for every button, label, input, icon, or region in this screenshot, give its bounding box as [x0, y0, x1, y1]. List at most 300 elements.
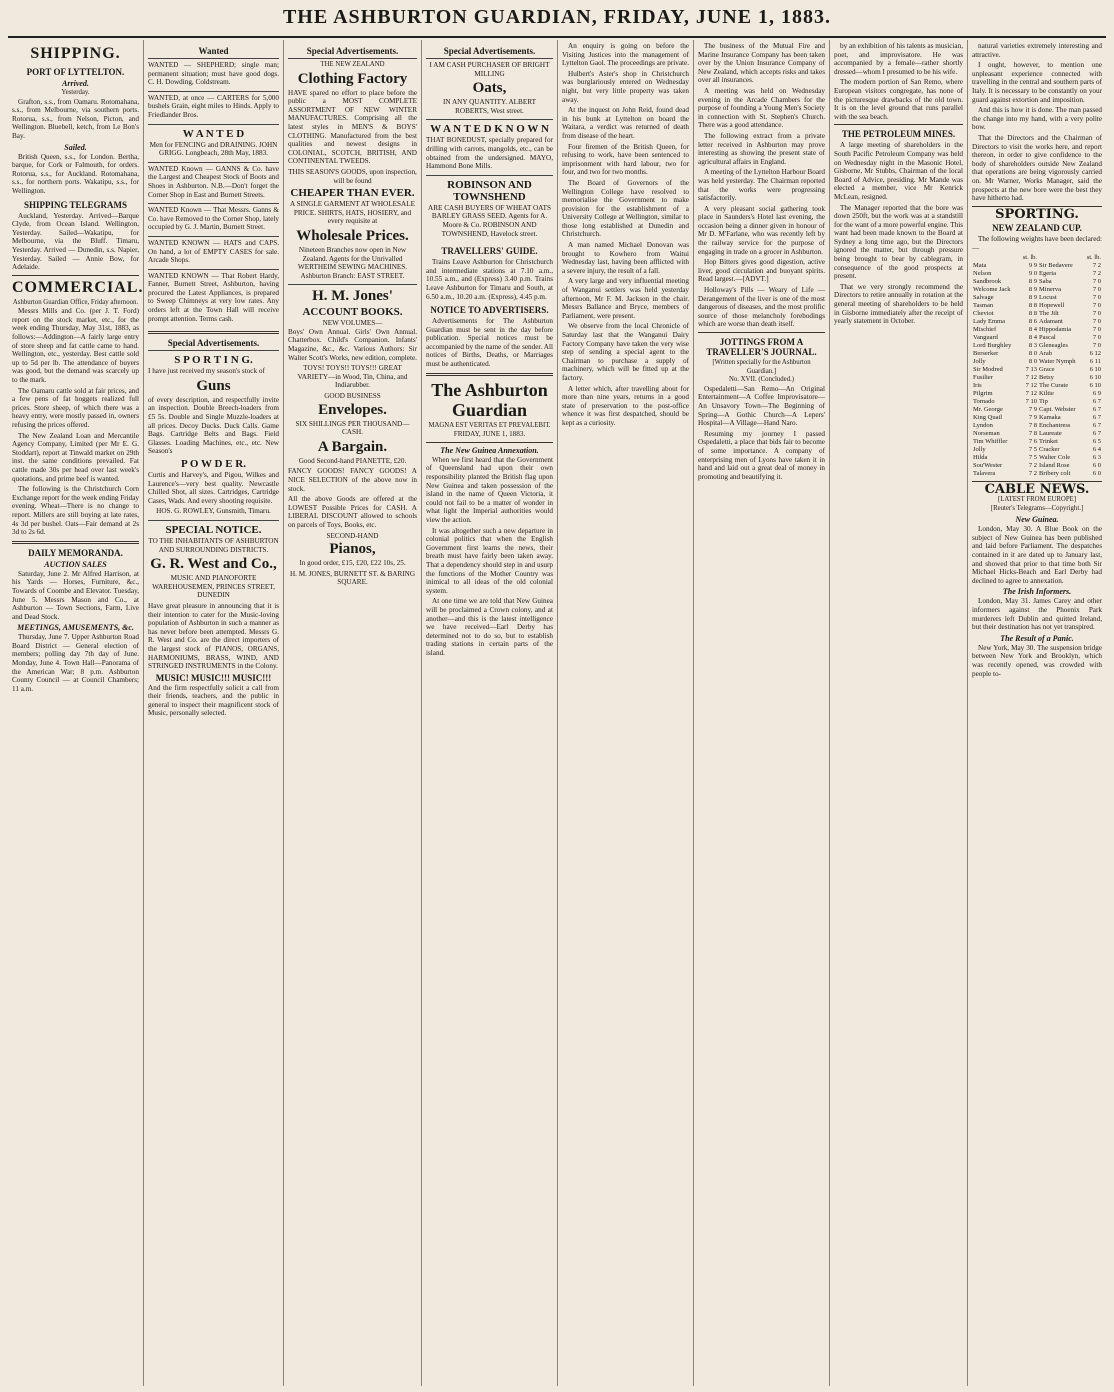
- ad-second-hand: SECOND-HAND: [326, 531, 379, 540]
- ad-fencing: [148, 124, 279, 162]
- weight-cell: 7 0: [1092, 294, 1101, 302]
- ad-text: WANTED KNOWN — That Robert Hardy, Fanner, Burnett Street, Ashburton, having procured the Latest Appliances, is prepared to Sweep Chimneys at very low rates. Any orders left at the Town Hall will receive prompt attention. Terms cash.: [148, 271, 279, 323]
- ad-music: [148, 520, 279, 722]
- cable-item-text: London, May 30. A Blue Book on the subject of New Guinea has been published and laid before Parliament. The despatches contained in it are dated up to January last, and showed that prior to that time both Sir Michael Hicks-Beach and Earl Derby had declined to agree to annexation.: [972, 525, 1102, 585]
- horse-name-cell: Arab: [1039, 350, 1053, 358]
- ad-heading: Oats,: [472, 80, 507, 97]
- auction-subheading: AUCTION SALES: [44, 559, 107, 569]
- weight-cell: 6 10: [1089, 366, 1101, 374]
- ad-heading: H. M. Jones': [312, 288, 393, 305]
- weight-cell: 9 0: [1028, 270, 1038, 278]
- special-heading: Special Advertisements.: [167, 338, 260, 349]
- column-1: [8, 40, 144, 1386]
- petroleum-para-1: A large meeting of shareholders in the South Pacific Petroleum Company was held on Wednesday night in the Masonic Hotel, Gisborne, Mr Stubbs, Chairman of the local Board of Advice, presiding. Mr Mande was elected a member, vice Mr Kenrick McLean, resigned.: [834, 141, 963, 201]
- ad-text: WANTED — SHEPHERD; single man; permanent situation; must have good dogs. C. H. Dowding, Coldstream.: [148, 61, 279, 87]
- horse-name-cell: Sou'Wester: [973, 462, 1003, 470]
- table-row: [972, 414, 1102, 422]
- weight-cell: 7 9: [1028, 406, 1038, 414]
- petroleum-para-3: That we very strongly recommend the Directors to retire annually in rotation at the general meeting of shareholders to be held in Gisborne immediately after the receipt of yearly statement in October.: [834, 282, 963, 326]
- jottings-byline: [Written specially for the Ashburton Guardian.]: [712, 359, 811, 375]
- ad-pre-heading: THE NEW ZEALAND: [320, 61, 385, 68]
- weight-cell: 7 9: [1028, 414, 1038, 422]
- column-4: [422, 40, 558, 1386]
- wanted-heading: Wanted: [198, 46, 229, 56]
- news-para: The Board of Governors of the Wellington College have resolved to memorialise the Government to make provision for the establishment of a University College at Wellington, similar to those long established at Dunedin and Christchurch.: [562, 178, 689, 239]
- table-row: [972, 462, 1102, 470]
- table-row: [972, 310, 1102, 318]
- weight-cell: 6 10: [1089, 374, 1101, 382]
- news-para: An enquiry is going on before the Visiting Justices into the management of Lyttelton Gaol. The proceedings are private.: [562, 42, 690, 68]
- memoranda-heading: DAILY MEMORANDA.: [28, 547, 123, 558]
- ad-heading: W A N T E D: [182, 127, 245, 140]
- ad-powder-title: P O W D E R.: [181, 458, 246, 470]
- table-row: [972, 334, 1102, 342]
- petroleum-heading: THE PETROLEUM MINES.: [841, 129, 956, 140]
- weight-cell: 6 3: [1092, 454, 1101, 462]
- leader-para-2: It was altogether such a new departure in colonial politics that when the English Government first learns the news, their breath must have fairly been taken away. That a dependency should step in and usurp the functions of the Mother Country was inimical to all ideas of the old colonial system.: [426, 526, 553, 595]
- ad-agents: Nineteen Branches now open in New Zealand. Agents for the Unrivalled WERTHEIM SEWING MACHINES. Ashburton Branch: EAST STREET.: [297, 245, 408, 280]
- weight-cell: 7 0: [1092, 310, 1101, 318]
- news-para: Holloway's Pills — Weary of Life — Derangement of the liver is one of the most dangerous of diseases, and the most prolific source of those melancholy forebodings which are worse than death itself.: [698, 286, 825, 329]
- weight-cell: 7 0: [1092, 286, 1101, 294]
- weight-cell: 9 9: [1028, 262, 1038, 270]
- weight-cell: 7 0: [1092, 278, 1101, 286]
- jottings-para: The modern portion of San Remo, where European visitors congregate, has none of the picturesque drawbacks of the old town. It is on the level ground that runs parallel with the sea beach.: [834, 78, 963, 121]
- cable-item-text: London, May 31. James Carey and other informers against the Phoenix Park murderers left Dublin and quitted Ireland, but their destination has not yet transpired.: [972, 597, 1102, 632]
- horse-name-cell: Iris: [973, 382, 982, 390]
- ad-pianos: Pianos,: [329, 541, 376, 558]
- weight-cell: 7 8: [1028, 422, 1038, 430]
- weight-cell: 8 8: [1028, 310, 1038, 318]
- ad-text: All the above Goods are offered at the LOWEST Possible Prices for CASH. A LIBERAL DISCOUNT allowed to schools on parcels of Toys, Books, etc.: [288, 495, 417, 529]
- meetings-text: Thursday, June 7. Upper Ashburton Road Board District — General election of members; polling day 7th day of June. Monday, June 4. Town Hall—Panorama of the American War; 8 p.m. Ashburton County Council — at Council Chambers; 11 a.m.: [12, 633, 139, 693]
- table-row: [972, 454, 1102, 462]
- horse-name-cell: Vanguard: [973, 334, 998, 342]
- notice-heading: NOTICE TO ADVERTISERS.: [430, 305, 549, 316]
- horse-name-cell: Saba: [1039, 278, 1052, 286]
- news-para: A very pleasant social gathering took place in Saunders's Hotel last evening, the occasion being a dinner given in honour of Mr D. M'Farlane, who was recently left by the railway service for the purpose of engaging in trade on a grocer in Ashburton.: [698, 204, 825, 256]
- horse-name-cell: Water Nymph: [1039, 358, 1076, 366]
- weights-table: [972, 254, 1102, 478]
- arrived-subheading: Arrived.: [62, 79, 89, 88]
- auction-text: Saturday, June 2. Mr Alfred Harrison, at his Yards — Horses, Furniture, &c., Towards of Coombe and Elevator. Tuesday, June 5. Messrs Mason and Co., at Ashburton — Town Sections, Farm, Live and Dead Stock.: [12, 569, 139, 621]
- horse-name-cell: Berserker: [973, 350, 999, 358]
- horse-name-cell: Mr. George: [973, 406, 1003, 414]
- notice-text: Advertisements for The Ashburton Guardian must be sent in the day before publication. Special notices must be accompanied by the name of the sender. All notices of Births, Deaths, or Marriages must be authenticated.: [426, 317, 553, 369]
- table-row: [972, 294, 1102, 302]
- horse-name-cell: Grace: [1039, 366, 1055, 374]
- ad-ganns-removed: [148, 203, 279, 236]
- column-2: [144, 40, 284, 1386]
- newspaper-motto: MAGNA EST VERITAS ET PREVALEBIT.: [428, 421, 551, 429]
- table-header-row: [972, 254, 1102, 262]
- ad-guns-title: Guns: [196, 377, 231, 394]
- ad-text: I have just received my season's stock of: [148, 367, 265, 376]
- weight-cell: 6 10: [1089, 382, 1101, 390]
- weight-cell: 7 12: [1025, 390, 1038, 398]
- horse-name-cell: Gleneagles: [1039, 342, 1068, 350]
- table-row: [972, 350, 1102, 358]
- horse-name-cell: Sandbrook: [973, 278, 1002, 286]
- commercial-para-3: The New Zealand Loan and Mercantile Agency Company, Limited (per Mr E. G. Stoddart), report at Tinwald market on 29th inst. the same conditions prevailed. Fat cattle made 30s per head over last week's quotations, and prime beef is wanted.: [12, 431, 139, 483]
- weight-cell: 8 4: [1028, 326, 1038, 334]
- table-row: [972, 366, 1102, 374]
- horse-name-cell: Enchantress: [1039, 422, 1071, 430]
- cable-subheading: [LATEST FROM EUROPE]: [997, 496, 1077, 504]
- horse-name-cell: Cheviot: [973, 310, 994, 318]
- ad-clothing-factory: [288, 58, 417, 284]
- ad-sporting: [148, 350, 279, 520]
- table-row: [972, 406, 1102, 414]
- weight-cell: 6 12: [1089, 350, 1101, 358]
- jottings-para: I ought, however, to mention one unpleasant experience connected with travelling in the central and southern parts of Italy. It is necessary to be constantly on your guard against extortion and imposition.: [972, 61, 1102, 104]
- port-heading: PORT OF LYTTELTON.: [26, 67, 125, 77]
- table-row: [972, 446, 1102, 454]
- leader-title: The New Guinea Annexation.: [440, 445, 539, 455]
- jottings-para: by an exhibition of his talents as musician, poet, and improvisatore. He was accompanied by a female—rather shortly dressed—whom I presumed to be his wife.: [834, 42, 963, 76]
- horse-name-cell: The Jilt: [1039, 310, 1059, 318]
- table-row: [972, 422, 1102, 430]
- newspaper-date: FRIDAY, JUNE 1, 1883.: [453, 430, 526, 439]
- table-row: [972, 326, 1102, 334]
- horse-name-cell: Egeria: [1039, 270, 1056, 278]
- table-row: [972, 374, 1102, 382]
- ad-text: And the firm respectfully solicit a call from their friends, teachers, and the public in general to inspect their magnificent stock of Music, personally selected.: [148, 683, 279, 718]
- horse-name-cell: Tasman: [973, 302, 994, 310]
- table-row: [972, 358, 1102, 366]
- horse-name-cell: Hopewell: [1039, 302, 1065, 310]
- divider: [12, 541, 139, 544]
- petroleum-para-2: The Manager reported that the bore was down 250ft, but the work was at a standstill for the want of a more powerful engine. This want had been made known to the Board at Sydney a long time ago, but the Directors ignored the matter, but through pressure being brought to bear by cablegram, in consequence of the good prospects at present.: [834, 203, 964, 281]
- weight-cell: 7 6: [1028, 438, 1038, 446]
- weight-cell: 7 0: [1092, 318, 1101, 326]
- divider: [426, 373, 553, 376]
- horse-name-cell: Jolly: [973, 358, 986, 366]
- horse-name-cell: Minerva: [1039, 286, 1062, 294]
- masthead: [8, 6, 1106, 38]
- commercial-para-4: The following is the Christchurch Corn Exchange report for the week ending Friday evening. Wheat—There is no change to report. Millers are still buying at late rates, 4s 3d per bushel. Oats—Fair demand at 2s 3d to 2s 6d.: [12, 485, 139, 537]
- cable-item-title: New Guinea.: [1015, 515, 1059, 525]
- table-row: [972, 438, 1102, 446]
- ad-music-banner: MUSIC! MUSIC!!! MUSIC!!!: [155, 672, 272, 683]
- weight-cell: 6 11: [1089, 358, 1101, 366]
- telegrams-text: Auckland, Yesterday. Arrived—Barque Clyde, from Ocean Island. Wellington, Yesterday. Sailed—Wakatipu, for Melbourne, via the Bluff. Timaru, Yesterday. Arrived — Dunedin, s.s. Napier, Yesterday. Sailed — Annie Bow, for Adelaide.: [12, 211, 139, 272]
- ad-text: Boys' Own Annual. Girls' Own Annual. Chatterbox. Child's Companion. Infants' Magazine, &c., &c. Various Authors: Sir Walter Scott's Works, new edition, complete.: [288, 327, 417, 362]
- horse-name-cell: Welcome Jack: [973, 286, 1011, 294]
- cable-heading: CABLE NEWS.: [984, 482, 1090, 498]
- weight-cell: 7 2: [1092, 270, 1101, 278]
- ad-text: A SINGLE GARMENT AT WHOLESALE PRICE. SHIRTS, HATS, HOSIERY, and every requisite at: [290, 200, 415, 226]
- ad-heading: Clothing Factory: [297, 70, 408, 87]
- leader-para-1: When we first heard that the Government of Queensland had upon their own responsibility planted the British flag upon New Guinea and taken possession of the island in the name of Queen Victoria, it could not fail to be a matter of wonder in what light the Imperial authorities would view the action.: [426, 455, 553, 524]
- special-heading: Special Advertisements.: [306, 46, 399, 56]
- ad-heading: W A N T E D K N O W N: [430, 123, 549, 136]
- ad-wholesale: Wholesale Prices.: [296, 227, 409, 244]
- ad-toys: TOYS! TOYS!! TOYS!!! GREAT VARIETY—in Wood, Tin, China, and Indiarubber.: [297, 364, 408, 390]
- telegrams-heading: SHIPPING TELEGRAMS: [23, 199, 128, 210]
- weight-cell: 7 0: [1092, 334, 1101, 342]
- ad-ganns-boots: [148, 162, 279, 203]
- horse-name-cell: Tornado: [973, 398, 995, 406]
- columns: [8, 40, 1106, 1386]
- weight-cell: 7 0: [1092, 342, 1101, 350]
- weight-cell: 8 9: [1028, 294, 1038, 302]
- cable-item-title: The Result of a Panic.: [1000, 633, 1074, 643]
- horse-name-cell: Walter Cole: [1039, 454, 1071, 462]
- ad-heading: SPECIAL NOTICE.: [165, 523, 262, 536]
- weight-cell: 7 0: [1092, 326, 1101, 334]
- ad-text: Men for FENCING and DRAINING. JOHN GRIGG. Longbeach, 28th May, 1883.: [149, 140, 278, 158]
- ad-text: ARE CASH BUYERS OF WHEAT OATS BARLEY GRASS SEED. Agents for A. Moore & Co. ROBINSON AND TOWNSHEND, Havelock street.: [428, 203, 551, 238]
- weight-cell: 8 0: [1028, 358, 1038, 366]
- ad-text: of every description, and respectfully invite an inspection. Double Breech-loaders from £5 5s. Double and Single Muzzle-loaders at all prices. Decoy Ducks. Duck Calls. Game Bags. Cartridge Belts and Bags. Field Glasses. Loading Machines, etc., etc. New Season's: [148, 395, 279, 456]
- ad-shepherd: [148, 58, 279, 91]
- weight-cell: 6 7: [1092, 422, 1101, 430]
- ad-robinson: [426, 175, 553, 242]
- weight-cell: 7 12: [1025, 382, 1038, 390]
- weight-cell: 6 7: [1092, 430, 1101, 438]
- cup-intro: The following weights have been declared:—: [972, 235, 1102, 252]
- news-para: A meeting of the Lyttelton Harbour Board was held yesterday. The Chairman reported that the works were progressing satisfactorily.: [698, 168, 825, 203]
- weight-cell: 7 10: [1025, 398, 1038, 406]
- special-heading: Special Advertisements.: [443, 46, 536, 56]
- divider: [834, 124, 963, 125]
- horse-name-cell: Salvage: [973, 294, 994, 302]
- ad-oats: [426, 58, 553, 119]
- ad-heading: S P O R T I N G.: [174, 354, 253, 367]
- weight-cell: 6 7: [1092, 406, 1101, 414]
- shipping-heading: SHIPPING.: [30, 45, 121, 62]
- weights-table-body: [972, 262, 1102, 478]
- ad-firm-name: G. R. West and Co.,: [150, 556, 277, 573]
- weight-cell: 8 9: [1028, 286, 1038, 294]
- weight-cell: 7 13: [1025, 366, 1038, 374]
- horse-name-cell: Jolly: [973, 446, 986, 454]
- yesterday-label: Yesterday.: [61, 89, 90, 96]
- sailed-subheading: Sailed.: [64, 142, 87, 152]
- divider: [12, 275, 139, 276]
- ad-text: I AM CASH PURCHASER OF BRIGHT MILLING: [429, 61, 550, 78]
- ad-text: WANTED Known — GANNS & Co. have the Largest and Cheapest Stock of Boots and Shoes in Ashburton. N.B.—Don't forget the Corner Shop in East and Burnett Streets.: [148, 164, 279, 199]
- horse-name-cell: Mata: [973, 262, 987, 270]
- horse-name-cell: The Curate: [1039, 382, 1069, 390]
- news-para: A man named Michael Donovan was brought to Kowhero from Waitui Wednesday last, having been afflicted with a severe injury, the result of a fall.: [562, 241, 689, 275]
- travellers-heading: TRAVELLERS' GUIDE.: [441, 246, 538, 257]
- commercial-heading: COMMERCIAL.: [12, 278, 144, 296]
- meetings-subheading: MEETINGS, AMUSEMENTS, &c.: [17, 623, 134, 633]
- weight-cell: 7 8: [1028, 430, 1038, 438]
- weight-cell: 8 0: [1028, 350, 1038, 358]
- ad-firm-sub: MUSIC AND PIANOFORTE WAREHOUSEMEN, PRINCES STREET, DUNEDIN: [152, 574, 275, 600]
- ad-text: WANTED Known — That Messrs. Ganns & Co. have Removed to the Corner Shop, lately occupied by G. J. Martin, Burnett Street.: [148, 206, 279, 232]
- petroleum-para: That the Directors and the Chairman of Directors to visit the works here, and report thereon, in order to give confidence to the body of shareholders outside New Zealand that operations are being vigorously carried on. Mr Warner, Works Manager, said the prospects at the new bore were the best they have hitherto had.: [972, 133, 1102, 203]
- column-6: [694, 40, 830, 1386]
- horse-name-cell: King Quail: [973, 414, 1003, 422]
- table-row: [972, 286, 1102, 294]
- table-row: [972, 342, 1102, 350]
- weight-cell: 6 0: [1092, 470, 1101, 478]
- sailings-text: British Queen, s.s., for London. Bertha, barque, for Cork or Falmouth, for orders. Rotorua, s.s., for Auckland. Rotomahana, s.s., for northern ports. Wakatipu, s.s., for Wellington.: [12, 152, 139, 195]
- table-row: [972, 318, 1102, 326]
- ad-account-books: ACCOUNT BOOKS.: [302, 306, 403, 319]
- ad-envelopes: Envelopes.: [318, 401, 387, 418]
- horse-name-cell: Kiltie: [1039, 390, 1054, 398]
- table-row: [972, 382, 1102, 390]
- horse-name-cell: Kamaka: [1039, 414, 1061, 422]
- news-para: At the inquest on John Reid, found dead in his bunk at Lyttelton on board the Waitara, a verdict was returned of death from disease of the heart.: [562, 106, 689, 140]
- weight-cell: 6 5: [1092, 438, 1101, 446]
- cable-item-title: The Irish Informers.: [1002, 587, 1072, 597]
- weight-cell: 7 2: [1028, 462, 1038, 470]
- weight-cell: 8 9: [1028, 278, 1038, 286]
- column-7: [830, 40, 968, 1386]
- horse-name-cell: Laureate: [1039, 430, 1062, 438]
- weight-cell: 7 12: [1025, 374, 1038, 382]
- horse-name-cell: Sir Modred: [973, 366, 1003, 374]
- weight-cell: 7 2: [1028, 470, 1038, 478]
- horse-name-cell: Trinket: [1039, 438, 1058, 446]
- column-3: [284, 40, 422, 1386]
- news-para: A letter which, after travelling about for more than nine years, returns in a good state of preservation to the post-office whence it was first despatched, should be kept as a curiosity.: [562, 384, 689, 427]
- ad-carters: [148, 91, 279, 124]
- horse-name-cell: Island Rose: [1039, 462, 1070, 470]
- ad-jones: [288, 284, 417, 591]
- ad-text: In good order, £15, £20, £22 10s, 25.: [299, 559, 406, 568]
- divider: [426, 442, 553, 443]
- news-para: The following extract from a private letter received in Ashburton may prove interesting as showing the present state of agricultural affairs in England.: [698, 131, 825, 166]
- table-row: [972, 278, 1102, 286]
- weight-cell: 8 6: [1028, 318, 1038, 326]
- horse-name-cell: Lady Emma: [973, 318, 1005, 326]
- arrivals-text: Grafton, s.s., from Oamaru. Rotomahana, s.s., from Melbourne, via southern ports. Rotorua, s.s., from Nelson, Picton, and Wellington. Bluebell, ketch, from Le Bon's Bay.: [12, 97, 139, 140]
- ad-text: IN ANY QUANTITY. ALBERT ROBERTS, West street.: [443, 98, 536, 115]
- jottings-para: natural varieties extremely interesting and attractive.: [972, 42, 1102, 59]
- weight-cell: 8 3: [1028, 342, 1038, 350]
- horse-name-cell: Locust: [1039, 294, 1057, 302]
- commercial-para-2: The Oamaru cattle sold at fair prices, and a few pens of fat hoggets realized full prices. Store sheep, of which there was a heavy entry, were mostly passed in, owners refusing the prices offered.: [12, 386, 139, 429]
- ad-subheading: TO THE INHABITANTS OF ASHBURTON AND SURROUNDING DISTRICTS.: [148, 536, 279, 554]
- horse-name-cell: Pascal: [1039, 334, 1056, 342]
- cup-heading: NEW ZEALAND CUP.: [992, 223, 1082, 234]
- news-para: Four firemen of the British Queen, for refusing to work, have been sentenced to imprisonment with hard labour, two for four, and two for two months.: [562, 142, 689, 177]
- ad-text: SIX SHILLINGS PER THOUSAND—CASH.: [295, 419, 410, 437]
- weight-cell: 6 9: [1092, 390, 1101, 398]
- horse-name-cell: Tip: [1039, 398, 1048, 406]
- jottings-heading: JOTTINGS FROM A TRAVELLER'S JOURNAL.: [706, 337, 817, 357]
- news-para: Hop Bitters gives good digestion, active liver, good circulation and buoyant spirits. Read largest.—[ADVT.]: [698, 258, 825, 284]
- jottings-number: No. XVII. (Concluded.): [728, 376, 795, 384]
- table-row: [972, 430, 1102, 438]
- horse-name-cell: Hilda: [973, 454, 988, 462]
- ad-signature: H. M. JONES, BURNETT ST. & BARING SQUARE.: [289, 569, 416, 587]
- weight-cell: 8 4: [1028, 334, 1038, 342]
- column-5: [558, 40, 694, 1386]
- ad-bargain: A Bargain.: [317, 438, 388, 455]
- horse-name-cell: Hippodamia: [1039, 326, 1072, 334]
- weight-cell: 6 0: [1092, 462, 1101, 470]
- horse-name-cell: Talavera: [973, 470, 996, 478]
- weight-cell: 6 7: [1092, 398, 1101, 406]
- ad-good-business: GOOD BUSINESS: [324, 392, 381, 401]
- horse-name-cell: Bribery colt: [1039, 470, 1071, 478]
- jottings-para: And this is how it is done. The man passed the change into my hand, with a very polite bow.: [972, 106, 1102, 132]
- weight-cell: 7 0: [1092, 302, 1101, 310]
- horse-name-cell: Betsy: [1039, 374, 1054, 382]
- news-para: We observe from the local Chronicle of Saturday last that the Wanganui Dairy Factory Company have taken the very wise step of sending a special agent to the Chairman to purchase a supply of machinery, which will be fitted up at the factory.: [562, 322, 689, 382]
- weight-cell: 7 2: [1092, 262, 1101, 270]
- masthead-title: THE ASHBURTON GUARDIAN, FRIDAY, JUNE 1, 1883.: [282, 6, 832, 28]
- ad-text: THAT BONEDUST, specially prepared for drilling with carrots, mangolds, etc., can be obtained from the undersigned. MAYO, Hammond Bone Mills.: [426, 136, 553, 171]
- weight-cell: 6 4: [1092, 446, 1101, 454]
- ad-text: WANTED, at once — CARTERS for 5,000 bushels Grain, eight miles to Hinds. Apply to Friedlander Bros.: [148, 93, 279, 119]
- news-para: The business of the Mutual Fire and Marine Insurance Company has been taken over by the Union Insurance Company of New Zealand, which accepts risks and takes over all insurances.: [698, 42, 825, 85]
- horse-name-cell: Pilgrim: [973, 390, 993, 398]
- jottings-summary: Ospedaletti—San Remo—An Original Entertainment—A Coffee Improvisatore—An Unsavory Town—The Beginning of Spring—A Gothic Church—A Lepers' Hospital—A Village—Hand Naro.: [698, 384, 825, 428]
- ad-cheaper: CHEAPER THAN EVER.: [290, 187, 415, 200]
- weight-cell: 7 5: [1028, 454, 1038, 462]
- table-header-cell: [972, 254, 1019, 262]
- ad-text: THIS SEASON'S GOODS, upon inspection, will be found: [288, 167, 417, 185]
- ad-text: Have great pleasure in announcing that it is their intention to cater for the Music-loving population of Ashburton in such a manner as has never before been attempted. Messrs G. R. West and Co. are the direct importers of the largest stock of PIANOS, ORGANS, HARMONIUMS, BRASS, WIND, AND STRINGED INSTRUMENTS in the Colony.: [148, 601, 279, 671]
- ad-hats: [148, 236, 279, 269]
- news-para: A very large and very influential meeting of Wanganui settlers was held yesterday afternoon, Mr F. M. Jackson in the chair. Messrs Ballance and Bryce, members of Parliament, were present.: [562, 277, 689, 320]
- ad-text: Good Second-hand PIANETTE, £20.: [298, 456, 407, 465]
- horse-name-cell: Lyndon: [973, 422, 993, 430]
- table-row: [972, 390, 1102, 398]
- table-row: [972, 398, 1102, 406]
- table-header-cell: [1038, 254, 1083, 262]
- horse-name-cell: Mischief: [973, 326, 997, 334]
- ad-heading: ROBINSON AND TOWNSHEND: [447, 178, 532, 203]
- ad-new-volumes: NEW VOLUMES—: [322, 319, 383, 328]
- newspaper-banner: The Ashburton Guardian: [431, 379, 548, 420]
- weight-cell: 7 5: [1028, 446, 1038, 454]
- horse-name-cell: Lord Burghley: [973, 342, 1012, 350]
- commercial-dateline: Ashburton Guardian Office, Friday afternoon.: [12, 298, 139, 306]
- table-header-cell: st. lb.: [1086, 254, 1101, 262]
- table-row: [972, 262, 1102, 270]
- horse-name-cell: Norseman: [973, 430, 1000, 438]
- table-row: [972, 270, 1102, 278]
- cable-copyright: [Reuter's Telegrams—Copyright.]: [990, 504, 1084, 512]
- cable-item-text: New York, May 30. The suspension bridge between New York and Brooklyn, which was recently opened, was crowded with people to-: [972, 643, 1102, 678]
- travellers-text: Trains Leave Ashburton for Christchurch and intermediate stations at 7.10 a.m., 10.55 a.m., and (Express) 3.40 p.m. Trains Leave Ashburton for Timaru and South, at 6.50 a.m., 10.20 a.m. (Express), 4.45 p.m.: [426, 258, 553, 301]
- horse-name-cell: Nelson: [973, 270, 992, 278]
- ad-text: WANTED KNOWN — HATS and CAPS. On hand, a lot of EMPTY CASES for sale. Arcade Shops.: [148, 238, 279, 265]
- leader-para-3: At one time we are told that New Guinea will be proclaimed a Crown colony, and at another—and this is the latest intelligence we have received—Earl Derby has determined not to do so, but to establish trading stations in certain parts of the island.: [426, 597, 553, 657]
- ad-text: Curtis and Harvey's, and Pigou, Wilkes and Laurence's—very best quality. Newcastle Chilled Shot, all sizes. Cartridges, Cartridge Cases, Wads. And every shooting requisite.: [148, 471, 279, 505]
- horse-name-cell: Adamant: [1039, 318, 1063, 326]
- ad-signature: HOS. G. ROWLEY, Gunsmith, Timaru.: [156, 507, 271, 516]
- column-8: [968, 40, 1106, 1386]
- horse-name-cell: Cracker: [1039, 446, 1060, 454]
- horse-name-cell: Fusilier: [973, 374, 993, 382]
- weight-cell: 6 7: [1092, 414, 1101, 422]
- news-para: Hulbert's Aster's shop in Christchurch was burglariously entered on Wednesday night, but very little property was taken away.: [562, 69, 689, 104]
- horse-name-cell: Sir Bedavere: [1039, 262, 1073, 270]
- ad-text: FANCY GOODS! FANCY GOODS! A NICE SELECTION of the above now in stock.: [288, 467, 417, 493]
- table-row: [972, 470, 1102, 478]
- weight-cell: 8 8: [1028, 302, 1038, 310]
- horse-name-cell: Tim Whiffler: [973, 438, 1008, 446]
- ad-text: HAVE spared no effort to place before the public a MOST COMPLETE ASSORTMENT OF NEW WINTER MANUFACTURES. Comprising all the latest styles in MEN'S & BOYS' CLOTHING. Manufactured from the best qualities and newest designs in COLONIAL, SCOTCH, BRITISH, AND CONTINENTAL TWEEDS.: [288, 88, 417, 166]
- table-header-cell: st. lb.: [1022, 254, 1038, 262]
- jottings-para: Resuming my journey I passed Ospedaletti, a place that bids fair to become of some importance. A company of enterprising men of Lyons have taken it in hand and laid out a great deal of money in promoting and beautifying it.: [698, 429, 825, 481]
- sporting-heading: SPORTING.: [995, 206, 1079, 222]
- ad-bonedust: [426, 119, 553, 174]
- table-row: [972, 302, 1102, 310]
- ad-chimney: [148, 269, 279, 328]
